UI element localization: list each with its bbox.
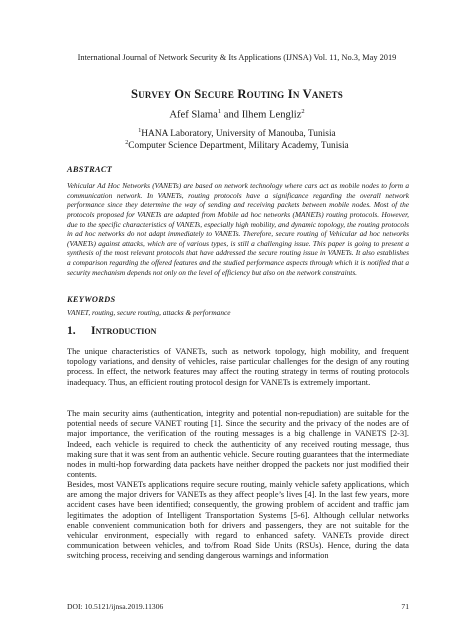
journal-header: International Journal of Network Security & Its Applications (IJNSA) Vol. 11, No.3, May 2019 [77,53,397,62]
doi-footer: DOI: 10.5121/ijnsa.2019.11306 [67,602,164,611]
author-name: Ilhem Lengliz [241,109,302,121]
section-title: Introduction [91,324,157,337]
affiliation [0,140,474,151]
affiliation-superscript: 2 [125,140,129,146]
keywords-text: VANET, routing, secure routing, attacks & performance [67,308,231,317]
abstract-text: Vehicular Ad Hoc Networks (VANETs) are based on network technology where cars act as mobile nodes to form a communication network. In VANETs, routing protocols have a significance regarding the overall network performance since they determine the way of sending and receiving packets between mobile nodes. Most of the protocols proposed for VANETs are adapted from Mobile ad hoc networks (MANETs) routing protocols. However, due to the specific characteristics of VANETs, especially high mobility, and dynamic topology, the routing protocols in ad hoc networks do not adapt immediately to VANETs. Therefore, secure routing of Vehicular ad hoc networks (VANETs) against attacks, which are of various types, is still a challenging issue. This paper is going to present a synthesis of the most relevant protocols that have addressed the secure routing issue in VANETs. It also establishes a comparison regarding the offered features and the studied performance aspects through which it is notified that a security mechanism depends not only on the level of efficiency but also on the network constraints. [67,181,409,277]
body-paragraph: The main security aims (authentication, integrity and potential non-repudiation) are suitable for the potential needs of secure VANET routing [1]. Since the security and the privacy of the nodes are of major importance, the verification of the routing messages is a big challenge in VANETS [2-3]. Indeed, each vehicle is required to check the authenticity of any received routing message, thus making sure that it was sent from an authentic vehicle. Secure routing guarantees that the intermediate nodes in multi-hop forwarding data packets have neither dropped the packets nor just modified their contents. [67,409,409,480]
body-paragraph: Besides, most VANETs applications require secure routing, mainly vehicle safety applications, which are among the major drivers for VANETs as they affect people’s lives [4]. In the last few years, more accident cases have been identified; consequently, the growing problem of accident and traffic jam legitimates the adoption of Intelligent Transportation Systems [5-6]. Although cellular networks enable convenient communication both for drivers and passengers, they are not suitable for the vehicular environment, especially with regard to enhanced safety. VANETs provide direct communication between vehicles, and to/from Road Side Units (RSUs). Hence, during the data switching process, receiving and sending dangerous warnings and information [67,480,409,561]
author-separator: and [221,109,242,121]
affiliation [0,128,474,139]
author-name: Afef Slama [169,109,218,121]
author-line [0,108,474,121]
section-heading [67,324,156,337]
affiliation-text: Computer Science Department, Military Academy, Tunisia [128,141,349,152]
author-superscript: 2 [301,108,305,115]
section-number: 1. [67,324,76,337]
affiliation-text: HANA Laboratory, University of Manouba, Tunisia [141,129,336,140]
page-number: 71 [401,602,409,611]
abstract-heading: ABSTRACT [67,165,113,174]
body-paragraph: The unique characteristics of VANETs, such as network topology, high mobility, and frequent topology variations, and density of vehicles, raise particular challenges for the design of any routing process. In effect, the network features may affect the routing strategy in terms of routing protocols inadequacy. Thus, an efficient routing protocol design for VANETs is extremely important. [67,347,409,387]
keywords-heading: KEYWORDS [67,295,116,304]
affiliation-superscript: 1 [138,128,142,134]
author-superscript: 1 [217,108,222,115]
paper-title: Survey On Secure Routing In Vanets [131,87,343,101]
